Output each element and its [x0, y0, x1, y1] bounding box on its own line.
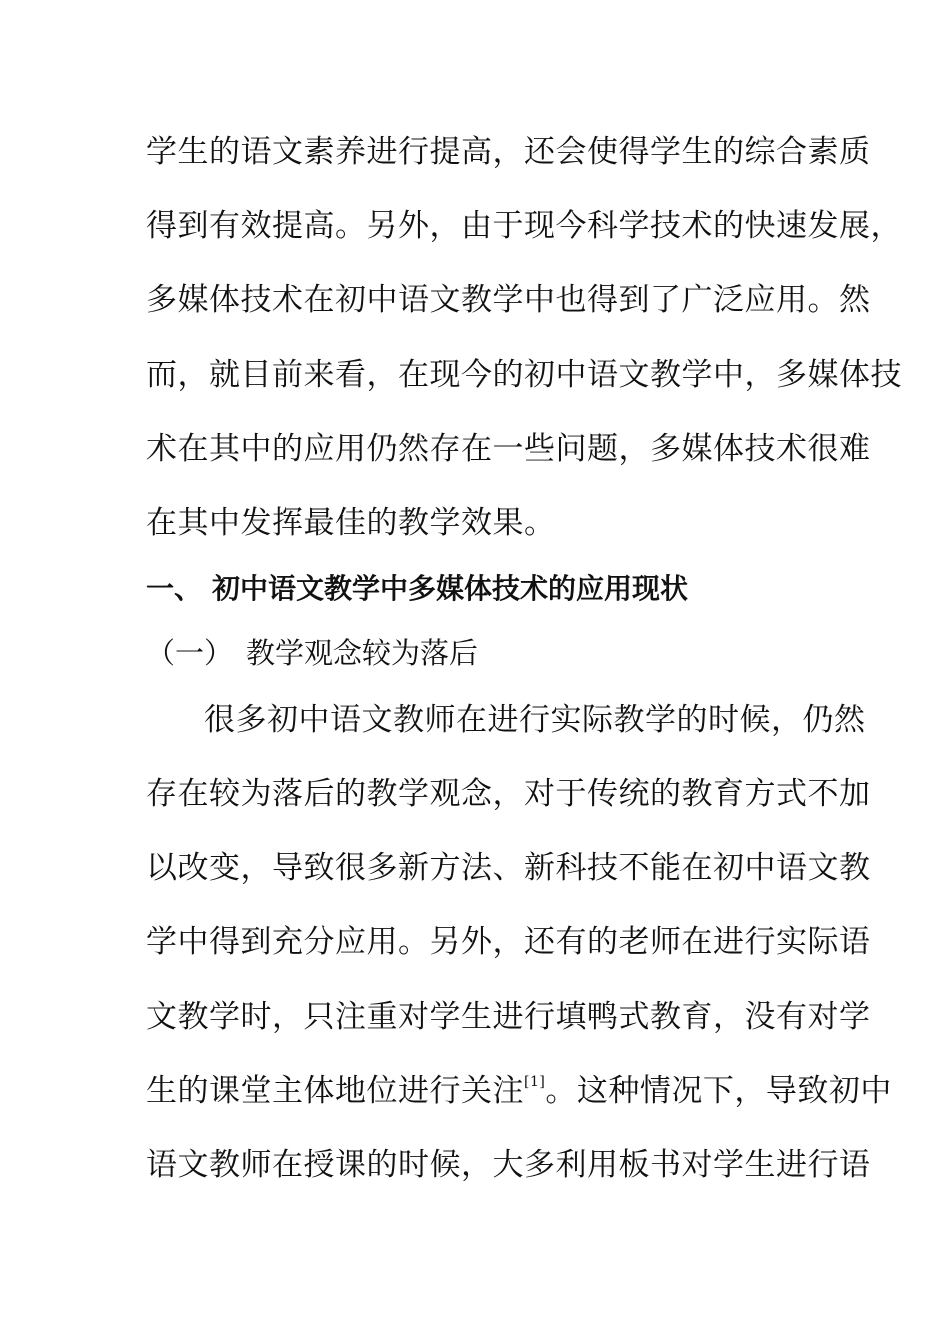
subsection-number: （一）	[146, 636, 234, 670]
section-title: 初中语文教学中多媒体技术的应用现状	[212, 572, 689, 605]
paragraph-2-line-3: 以改变，导致很多新方法、新科技不能在初中语文教	[146, 850, 871, 886]
paragraph-1-line-3: 多媒体技术在初中语文教学中也得到了广泛应用。然	[146, 282, 871, 318]
subsection-heading	[146, 633, 478, 673]
citation-line-before: 生的课堂主体地位进行关注	[146, 1073, 524, 1109]
paragraph-2-line-4: 学中得到充分应用。另外，还有的老师在进行实际语	[146, 924, 871, 960]
paragraph-2-line-2: 存在较为落后的教学观念，对于传统的教育方式不加	[146, 776, 871, 812]
paragraph-1-line-6: 在其中发挥最佳的教学效果。	[146, 505, 556, 541]
subsection-title: 教学观念较为落后	[246, 636, 479, 670]
paragraph-2-line-7: 语文教师在授课的时候，大多利用板书对学生进行语	[146, 1147, 871, 1183]
citation-mark: [1]	[524, 1074, 546, 1090]
paragraph-2-line-6	[146, 1071, 892, 1111]
paragraph-2-line-5: 文教学时，只注重对学生进行填鸭式教育，没有对学	[146, 999, 871, 1035]
paragraph-1-line-4: 而，就目前来看，在现今的初中语文教学中，多媒体技	[146, 357, 902, 393]
section-number: 一、	[146, 572, 203, 605]
paragraph-2-line-1: 很多初中语文教师在进行实际教学的时候，仍然	[204, 702, 866, 738]
section-heading	[146, 569, 688, 609]
paragraph-1-line-2: 得到有效提高。另外，由于现今科学技术的快速发展，	[146, 208, 902, 244]
paragraph-1-line-5: 术在其中的应用仍然存在一些问题，多媒体技术很难	[146, 431, 871, 467]
citation-line-after: 。这种情况下，导致初中	[545, 1073, 892, 1109]
paragraph-1-line-1: 学生的语文素养进行提高，还会使得学生的综合素质	[146, 134, 871, 170]
